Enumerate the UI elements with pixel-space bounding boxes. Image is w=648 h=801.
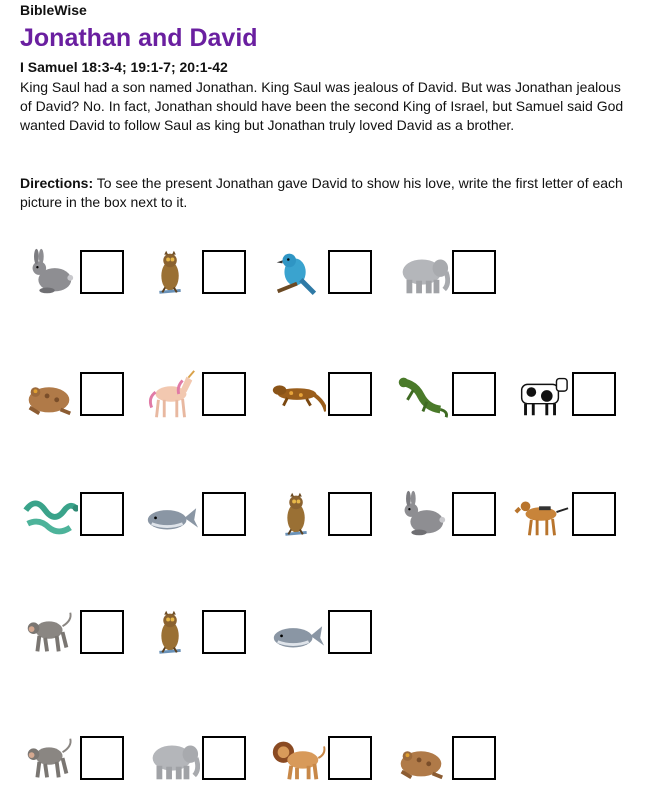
letter-box[interactable] — [328, 610, 372, 654]
letter-box[interactable] — [328, 736, 372, 780]
letter-box[interactable] — [80, 610, 124, 654]
directions-text: To see the present Jonathan gave David to show his love, write the first letter of each picture in the box next to it. — [20, 175, 623, 210]
puzzle-cell — [142, 608, 267, 658]
letter-box[interactable] — [572, 492, 616, 536]
letter-box[interactable] — [80, 372, 124, 416]
intro-paragraph: King Saul had a son named Jonathan. King Saul was jealous of David. But was Jonathan jealous of David? No. In fact, Jonathan should have been the second King of Israel, but Samuel said God wanted David to follow Saul as king but Jonathan truly loved David as a brother. — [20, 79, 624, 133]
page-title: Jonathan and David — [20, 24, 258, 52]
letter-box[interactable] — [452, 372, 496, 416]
whale-icon — [142, 490, 200, 540]
whale-icon — [268, 608, 326, 658]
newt-icon — [268, 370, 326, 420]
letter-box[interactable] — [572, 372, 616, 416]
puzzle-cell — [268, 734, 393, 784]
letter-box[interactable] — [202, 736, 246, 780]
puzzle-cell — [20, 734, 145, 784]
letter-box[interactable] — [80, 250, 124, 294]
brand-label: BibleWise — [20, 2, 87, 18]
puzzle-cell — [20, 248, 145, 298]
elephant-icon — [142, 734, 200, 784]
owl-icon — [142, 248, 200, 298]
letter-box[interactable] — [452, 250, 496, 294]
rabbit-icon — [20, 248, 78, 298]
letter-box[interactable] — [328, 492, 372, 536]
letter-box[interactable] — [328, 372, 372, 416]
dog-icon — [512, 490, 570, 540]
letter-box[interactable] — [202, 610, 246, 654]
puzzle-cell — [392, 248, 517, 298]
puzzle-cell — [142, 734, 267, 784]
bird-icon — [268, 248, 326, 298]
snake-icon — [20, 490, 78, 540]
puzzle-cell — [268, 608, 393, 658]
puzzle-cell — [512, 370, 637, 420]
cow-icon — [512, 370, 570, 420]
puzzle-cell — [142, 370, 267, 420]
directions-label: Directions: — [20, 175, 94, 191]
puzzle-cell — [20, 370, 145, 420]
letter-box[interactable] — [452, 492, 496, 536]
ape-icon — [20, 608, 78, 658]
puzzle-cell — [392, 734, 517, 784]
puzzle-cell — [20, 608, 145, 658]
letter-box[interactable] — [202, 372, 246, 416]
letter-box[interactable] — [202, 492, 246, 536]
puzzle-cell — [512, 490, 637, 540]
puzzle-cell — [268, 490, 393, 540]
puzzle-cell — [268, 370, 393, 420]
letter-box[interactable] — [80, 736, 124, 780]
iguana-icon — [392, 370, 450, 420]
puzzle-cell — [142, 490, 267, 540]
unicorn-icon — [142, 370, 200, 420]
letter-box[interactable] — [452, 736, 496, 780]
puzzle-cell — [142, 248, 267, 298]
letter-box[interactable] — [328, 250, 372, 294]
scripture-reference: I Samuel 18:3-4; 19:1-7; 20:1-42 — [20, 59, 228, 75]
rabbit-icon — [392, 490, 450, 540]
letter-box[interactable] — [80, 492, 124, 536]
elephant-icon — [392, 248, 450, 298]
puzzle-cell — [392, 490, 517, 540]
lion-icon — [268, 734, 326, 784]
puzzle-cell — [20, 490, 145, 540]
puzzle-cell — [268, 248, 393, 298]
toad-icon — [392, 734, 450, 784]
toad-icon — [20, 370, 78, 420]
letter-box[interactable] — [202, 250, 246, 294]
ape-icon — [20, 734, 78, 784]
owl-icon — [268, 490, 326, 540]
puzzle-cell — [392, 370, 517, 420]
owl-icon — [142, 608, 200, 658]
